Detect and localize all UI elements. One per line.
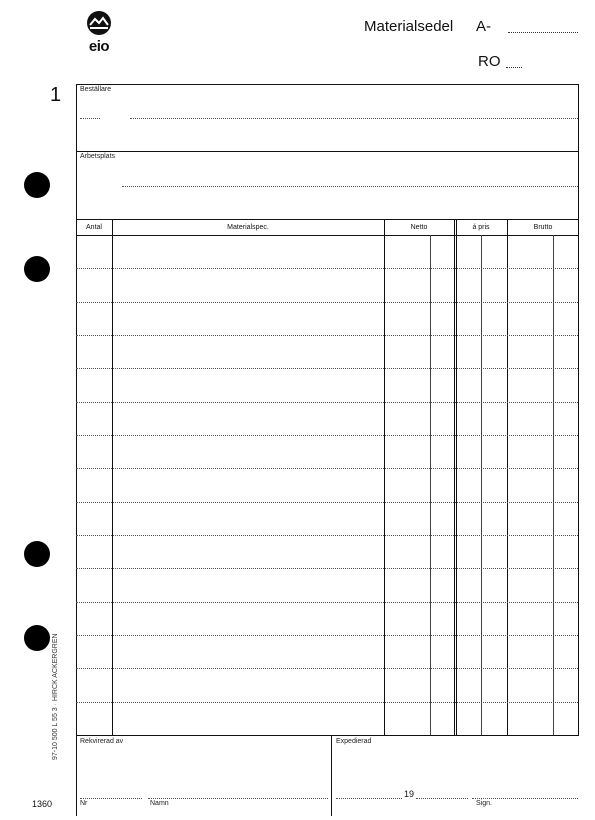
page-number: 1 bbox=[50, 84, 62, 106]
year-prefix: 19 bbox=[404, 789, 415, 799]
footer-divider bbox=[331, 735, 332, 816]
company-logo bbox=[78, 8, 120, 60]
column-header-brutto: Brutto bbox=[533, 224, 553, 231]
table-row[interactable] bbox=[76, 302, 578, 303]
table-row[interactable] bbox=[76, 335, 578, 336]
rekvirerad-label: Rekvirerad av bbox=[80, 738, 124, 745]
arbetsplats-label: Arbetsplats bbox=[80, 153, 116, 160]
a-number-field[interactable] bbox=[508, 32, 578, 33]
column-divider bbox=[112, 219, 113, 735]
section-divider bbox=[76, 219, 579, 220]
signature-field[interactable] bbox=[472, 798, 578, 799]
table-row[interactable] bbox=[76, 702, 578, 703]
table-row[interactable] bbox=[76, 368, 578, 369]
date-field[interactable] bbox=[336, 798, 402, 799]
logo-text: eio bbox=[88, 38, 110, 55]
column-divider-decimal bbox=[481, 235, 482, 735]
table-row[interactable] bbox=[76, 468, 578, 469]
column-header-antal: Antal bbox=[86, 224, 102, 231]
column-divider bbox=[454, 219, 455, 735]
bestallare-field[interactable] bbox=[130, 118, 578, 119]
column-divider-decimal bbox=[553, 235, 554, 735]
form-left-border bbox=[76, 84, 77, 816]
logo-emblem-icon bbox=[78, 8, 120, 38]
column-header-netto: Netto bbox=[410, 224, 428, 231]
sign-label: Sign. bbox=[476, 800, 492, 807]
table-row[interactable] bbox=[76, 568, 578, 569]
punch-hole bbox=[24, 541, 50, 567]
form-top-border bbox=[76, 84, 579, 85]
ro-number-label: RO bbox=[478, 53, 501, 70]
footer-top-border bbox=[76, 735, 579, 736]
bestallare-label: Beställare bbox=[80, 86, 112, 93]
nr-label: Nr bbox=[80, 800, 88, 807]
column-divider bbox=[456, 219, 457, 735]
table-row[interactable] bbox=[76, 502, 578, 503]
a-number-label: A- bbox=[476, 18, 491, 35]
table-row[interactable] bbox=[76, 435, 578, 436]
column-divider-decimal bbox=[430, 235, 431, 735]
expedierad-label: Expedierad bbox=[336, 738, 372, 745]
table-row[interactable] bbox=[76, 602, 578, 603]
punch-hole bbox=[24, 625, 50, 651]
table-row[interactable] bbox=[76, 268, 578, 269]
column-divider bbox=[384, 219, 385, 735]
table-row[interactable] bbox=[76, 402, 578, 403]
print-code-vertical: 97-10 500 L 55 3 · HIRCK ACKERGREN bbox=[52, 633, 59, 760]
namn-label: Namn bbox=[150, 800, 169, 807]
ro-number-field[interactable] bbox=[506, 67, 522, 68]
form-right-border bbox=[578, 84, 579, 735]
bestallare-line bbox=[80, 118, 100, 119]
form-code: 1360 bbox=[32, 799, 53, 809]
table-header-divider bbox=[76, 235, 579, 236]
table-row[interactable] bbox=[76, 635, 578, 636]
table-row[interactable] bbox=[76, 668, 578, 669]
form-title: Materialsedel bbox=[364, 18, 454, 35]
section-divider bbox=[76, 151, 579, 152]
date-field[interactable] bbox=[416, 798, 468, 799]
nr-field[interactable] bbox=[80, 798, 142, 799]
table-row[interactable] bbox=[76, 535, 578, 536]
column-header-a-pris: á pris bbox=[472, 224, 490, 231]
arbetsplats-field[interactable] bbox=[122, 186, 578, 187]
punch-hole bbox=[24, 256, 50, 282]
column-header-materialspec: Materialspec. bbox=[227, 224, 269, 231]
column-divider bbox=[507, 219, 508, 735]
namn-field[interactable] bbox=[148, 798, 328, 799]
punch-hole bbox=[24, 172, 50, 198]
